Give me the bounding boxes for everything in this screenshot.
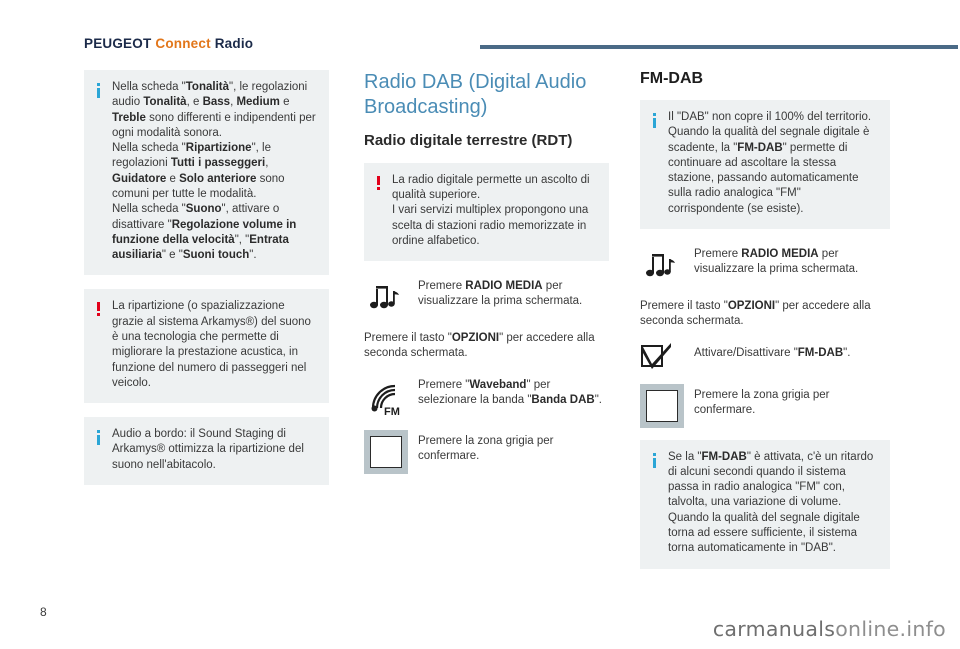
music-notes-icon	[640, 243, 684, 287]
watermark-part1: carmanuals	[712, 617, 836, 641]
watermark-part2: online.info	[835, 617, 946, 641]
section-title-radio-dab: Radio DAB (Digital Audio Broadcasting)	[364, 71, 587, 118]
instruction-toggle-fm-dab	[640, 342, 890, 372]
brand-peugeot: PEUGEOT	[84, 36, 156, 51]
note-line: Quando la qualità del segnale digitale torna ad essere sufficiente, il sistema torna automaticamente in "DAB".	[668, 511, 860, 555]
watermark	[713, 617, 946, 641]
paragraph-opzioni: Premere il tasto "OPZIONI" per accedere alla seconda schermata.	[364, 332, 595, 360]
info-note-audio-settings	[84, 70, 329, 275]
svg-text:FM: FM	[384, 405, 400, 418]
header-divider	[480, 45, 958, 49]
instruction-text: Premere "Waveband" per selezionare la banda "Banda DAB".	[418, 378, 602, 406]
fm-waves-icon	[364, 374, 408, 418]
instruction-text: Premere la zona grigia per confermare.	[694, 388, 830, 416]
info-icon	[652, 452, 656, 468]
warning-note-arkamys	[84, 289, 329, 403]
page-number: 8	[40, 605, 47, 619]
instruction-text: Premere RADIO MEDIA per visualizzare la prima schermata.	[694, 247, 859, 276]
column-left	[84, 70, 329, 499]
note-line: Audio a bordo: il Sound Staging di Arkamys® ottimizza la ripartizione del suono nell'abitacolo.	[112, 428, 304, 471]
brand-title	[84, 36, 253, 51]
paragraph-opzioni: Premere il tasto "OPZIONI" per accedere alla seconda schermata.	[640, 299, 871, 328]
info-icon	[96, 429, 100, 445]
info-note-sound-staging	[84, 417, 329, 485]
music-notes-icon	[364, 275, 408, 319]
info-icon	[96, 82, 100, 98]
instruction-text: Premere la zona grigia per confermare.	[418, 434, 554, 462]
grey-zone-icon	[364, 430, 408, 474]
info-note-fm-dab-delay	[640, 440, 890, 569]
instruction-text: Attivare/Disattivare "FM-DAB".	[694, 346, 851, 359]
checkbox-icon	[640, 342, 684, 372]
note-line: Nella scheda "Suono", attivare o disattivare "Regolazione volume in funzione della velocità", "Entrata ausiliaria" e "Suoni touch".	[112, 203, 297, 262]
section-subtitle-rdt: Radio digitale terrestre (RDT)	[364, 132, 573, 149]
instruction-radio-media	[640, 243, 890, 287]
note-line: Nella scheda "Tonalità", le regolazioni audio Tonalità, e Bass, Medium e Treble sono differenti e indipendenti per ogni modalità sonora.	[112, 81, 316, 139]
warning-note-digital-radio	[364, 163, 609, 261]
note-line: La radio digitale permette un ascolto di qualità superiore.	[392, 173, 590, 202]
column-middle	[364, 70, 609, 486]
instruction-waveband	[364, 374, 609, 418]
warning-icon	[376, 175, 380, 190]
brand-radio: Radio	[214, 36, 254, 51]
note-line: I vari servizi multiplex propongono una scelta di stazioni radio memorizzate in ordine alfabetico.	[392, 204, 589, 247]
note-line: Se la "FM-DAB" è attivata, c'è un ritardo di alcuni secondi quando il sistema passa in radio analogica "FM" con, talvolta, una variazione di volume.	[668, 450, 874, 509]
instruction-text: Premere RADIO MEDIA per visualizzare la prima schermata.	[418, 280, 583, 308]
note-line: Nella scheda "Ripartizione", le regolazioni Tutti i passeggeri, Guidatore e Solo anteriore sono comuni per tutte le modalità.	[112, 142, 285, 200]
brand-connect: Connect	[155, 36, 215, 51]
instruction-grey-zone	[364, 430, 609, 474]
warning-icon	[96, 301, 100, 316]
info-icon	[652, 112, 656, 128]
instruction-radio-media	[364, 275, 609, 319]
note-line: Il "DAB" non copre il 100% del territorio. Quando la qualità del segnale digitale è scadente, la "FM-DAB" permette di continuare ad ascoltare la stessa stazione, passando automaticamente sulla radio analogica "FM" corrispondente (se esiste).	[668, 111, 872, 215]
grey-zone-icon	[640, 384, 684, 428]
section-heading-fm-dab: FM-DAB	[640, 70, 704, 87]
instruction-grey-zone	[640, 384, 890, 428]
column-right	[640, 70, 890, 583]
note-line: La ripartizione (o spazializzazione grazie al sistema Arkamys®) del suono è una tecnologia che permette di migliorare la prestazione acustica, in funzione del numero di passeggeri nel veicolo.	[112, 300, 311, 389]
info-note-dab-coverage	[640, 100, 890, 229]
